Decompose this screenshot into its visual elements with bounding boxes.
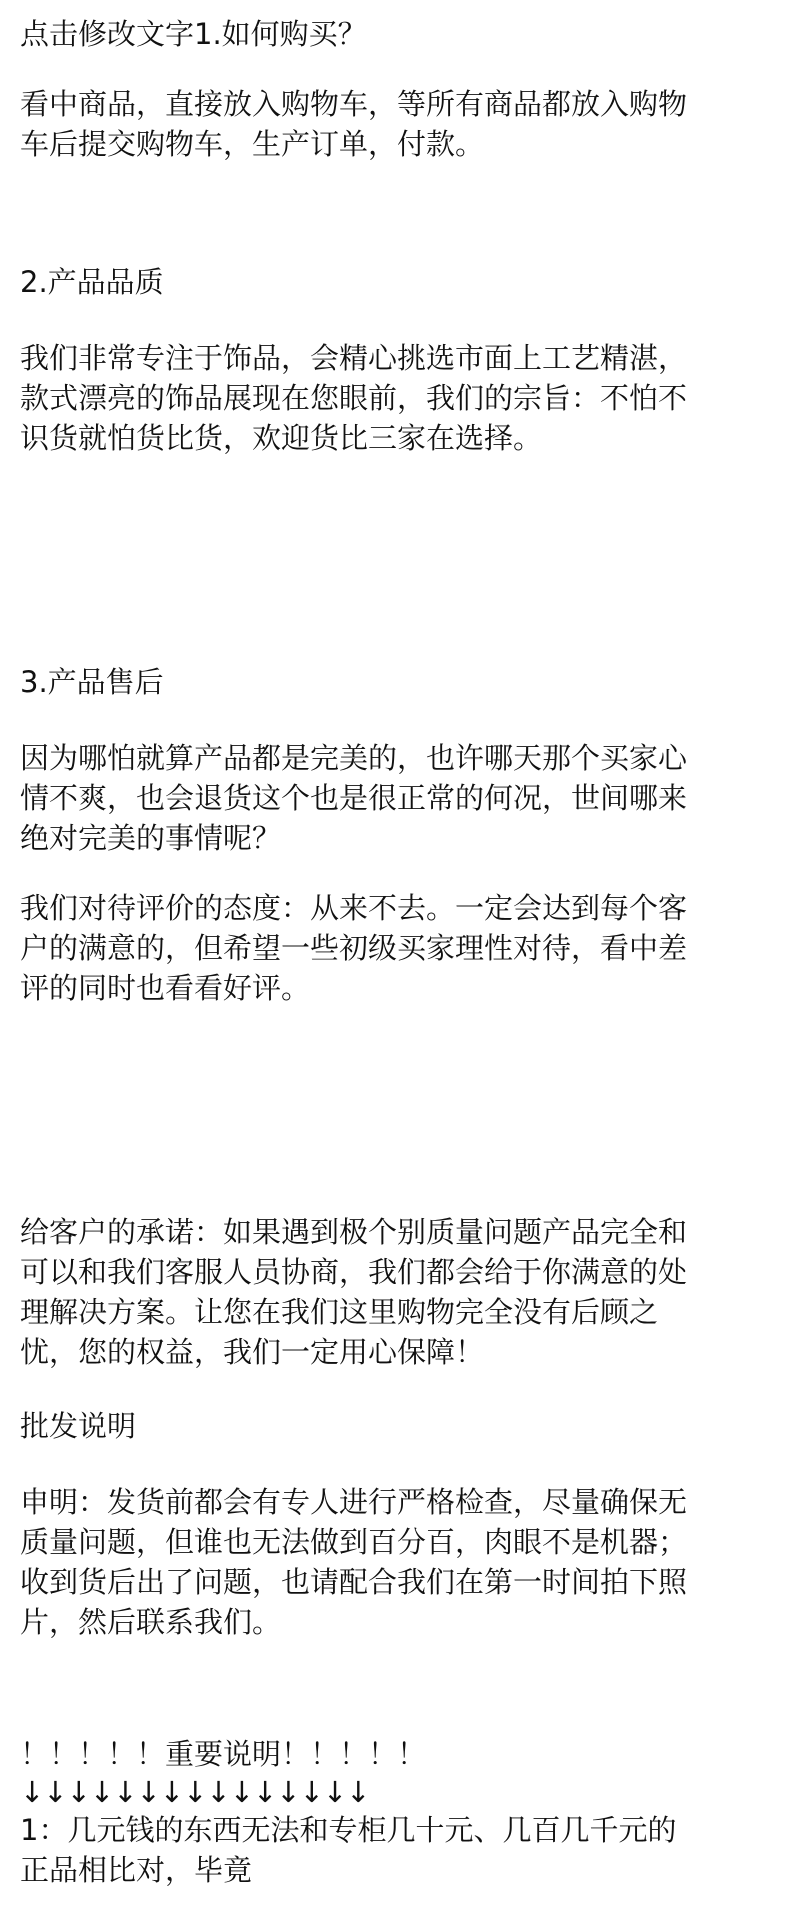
purchase-body: 看中商品，直接放入购物车，等所有商品都放入购物 车后提交购物车，生产订单，付款。 bbox=[20, 87, 688, 161]
quality-heading: 2.产品品质 bbox=[20, 265, 164, 299]
important-heading: ！！！！！重要说明！！！！！ bbox=[20, 1737, 427, 1771]
customer-promise: 给客户的承诺：如果遇到极个别质量问题产品完全和 可以和我们客服人员协商，我们都会给于你满意的处 理解决方案。让您在我们这里购物完全没有后顾之 忧，您的权益，我们一定用心保障！ bbox=[20, 1215, 688, 1369]
aftersale-heading: 3.产品售后 bbox=[20, 665, 164, 699]
purchase-heading: 点击修改文字1.如何购买？ bbox=[20, 17, 367, 51]
quality-body: 我们非常专注于饰品，会精心挑选市面上工艺精湛， 款式漂亮的饰品展现在您眼前，我们的宗旨：不怕不 识货就怕货比货，欢迎货比三家在选择。 bbox=[20, 341, 688, 455]
aftersale-body-2: 我们对待评价的态度：从来不去。一定会达到每个客 户的满意的，但希望一些初级买家理性对待，看中差 评的同时也看看好评。 bbox=[20, 891, 688, 1005]
wholesale-heading: 批发说明 bbox=[20, 1409, 137, 1443]
wholesale-body: 申明：发货前都会有专人进行严格检查，尽量确保无 质量问题，但谁也无法做到百分百，肉眼不是机器； 收到货后出了问题，也请配合我们在第一时间拍下照 片，然后联系我们。 bbox=[20, 1485, 688, 1639]
important-body: 1：几元钱的东西无法和专柜几十元、几百几千元的 正品相比对，毕竟 bbox=[20, 1813, 677, 1887]
down-arrows: ↓↓↓↓↓↓↓↓↓↓↓↓↓↓↓ bbox=[20, 1775, 370, 1809]
aftersale-body-1: 因为哪怕就算产品都是完美的，也许哪天那个买家心 情不爽，也会退货这个也是很正常的何况，世间哪来 绝对完美的事情呢？ bbox=[20, 741, 688, 855]
